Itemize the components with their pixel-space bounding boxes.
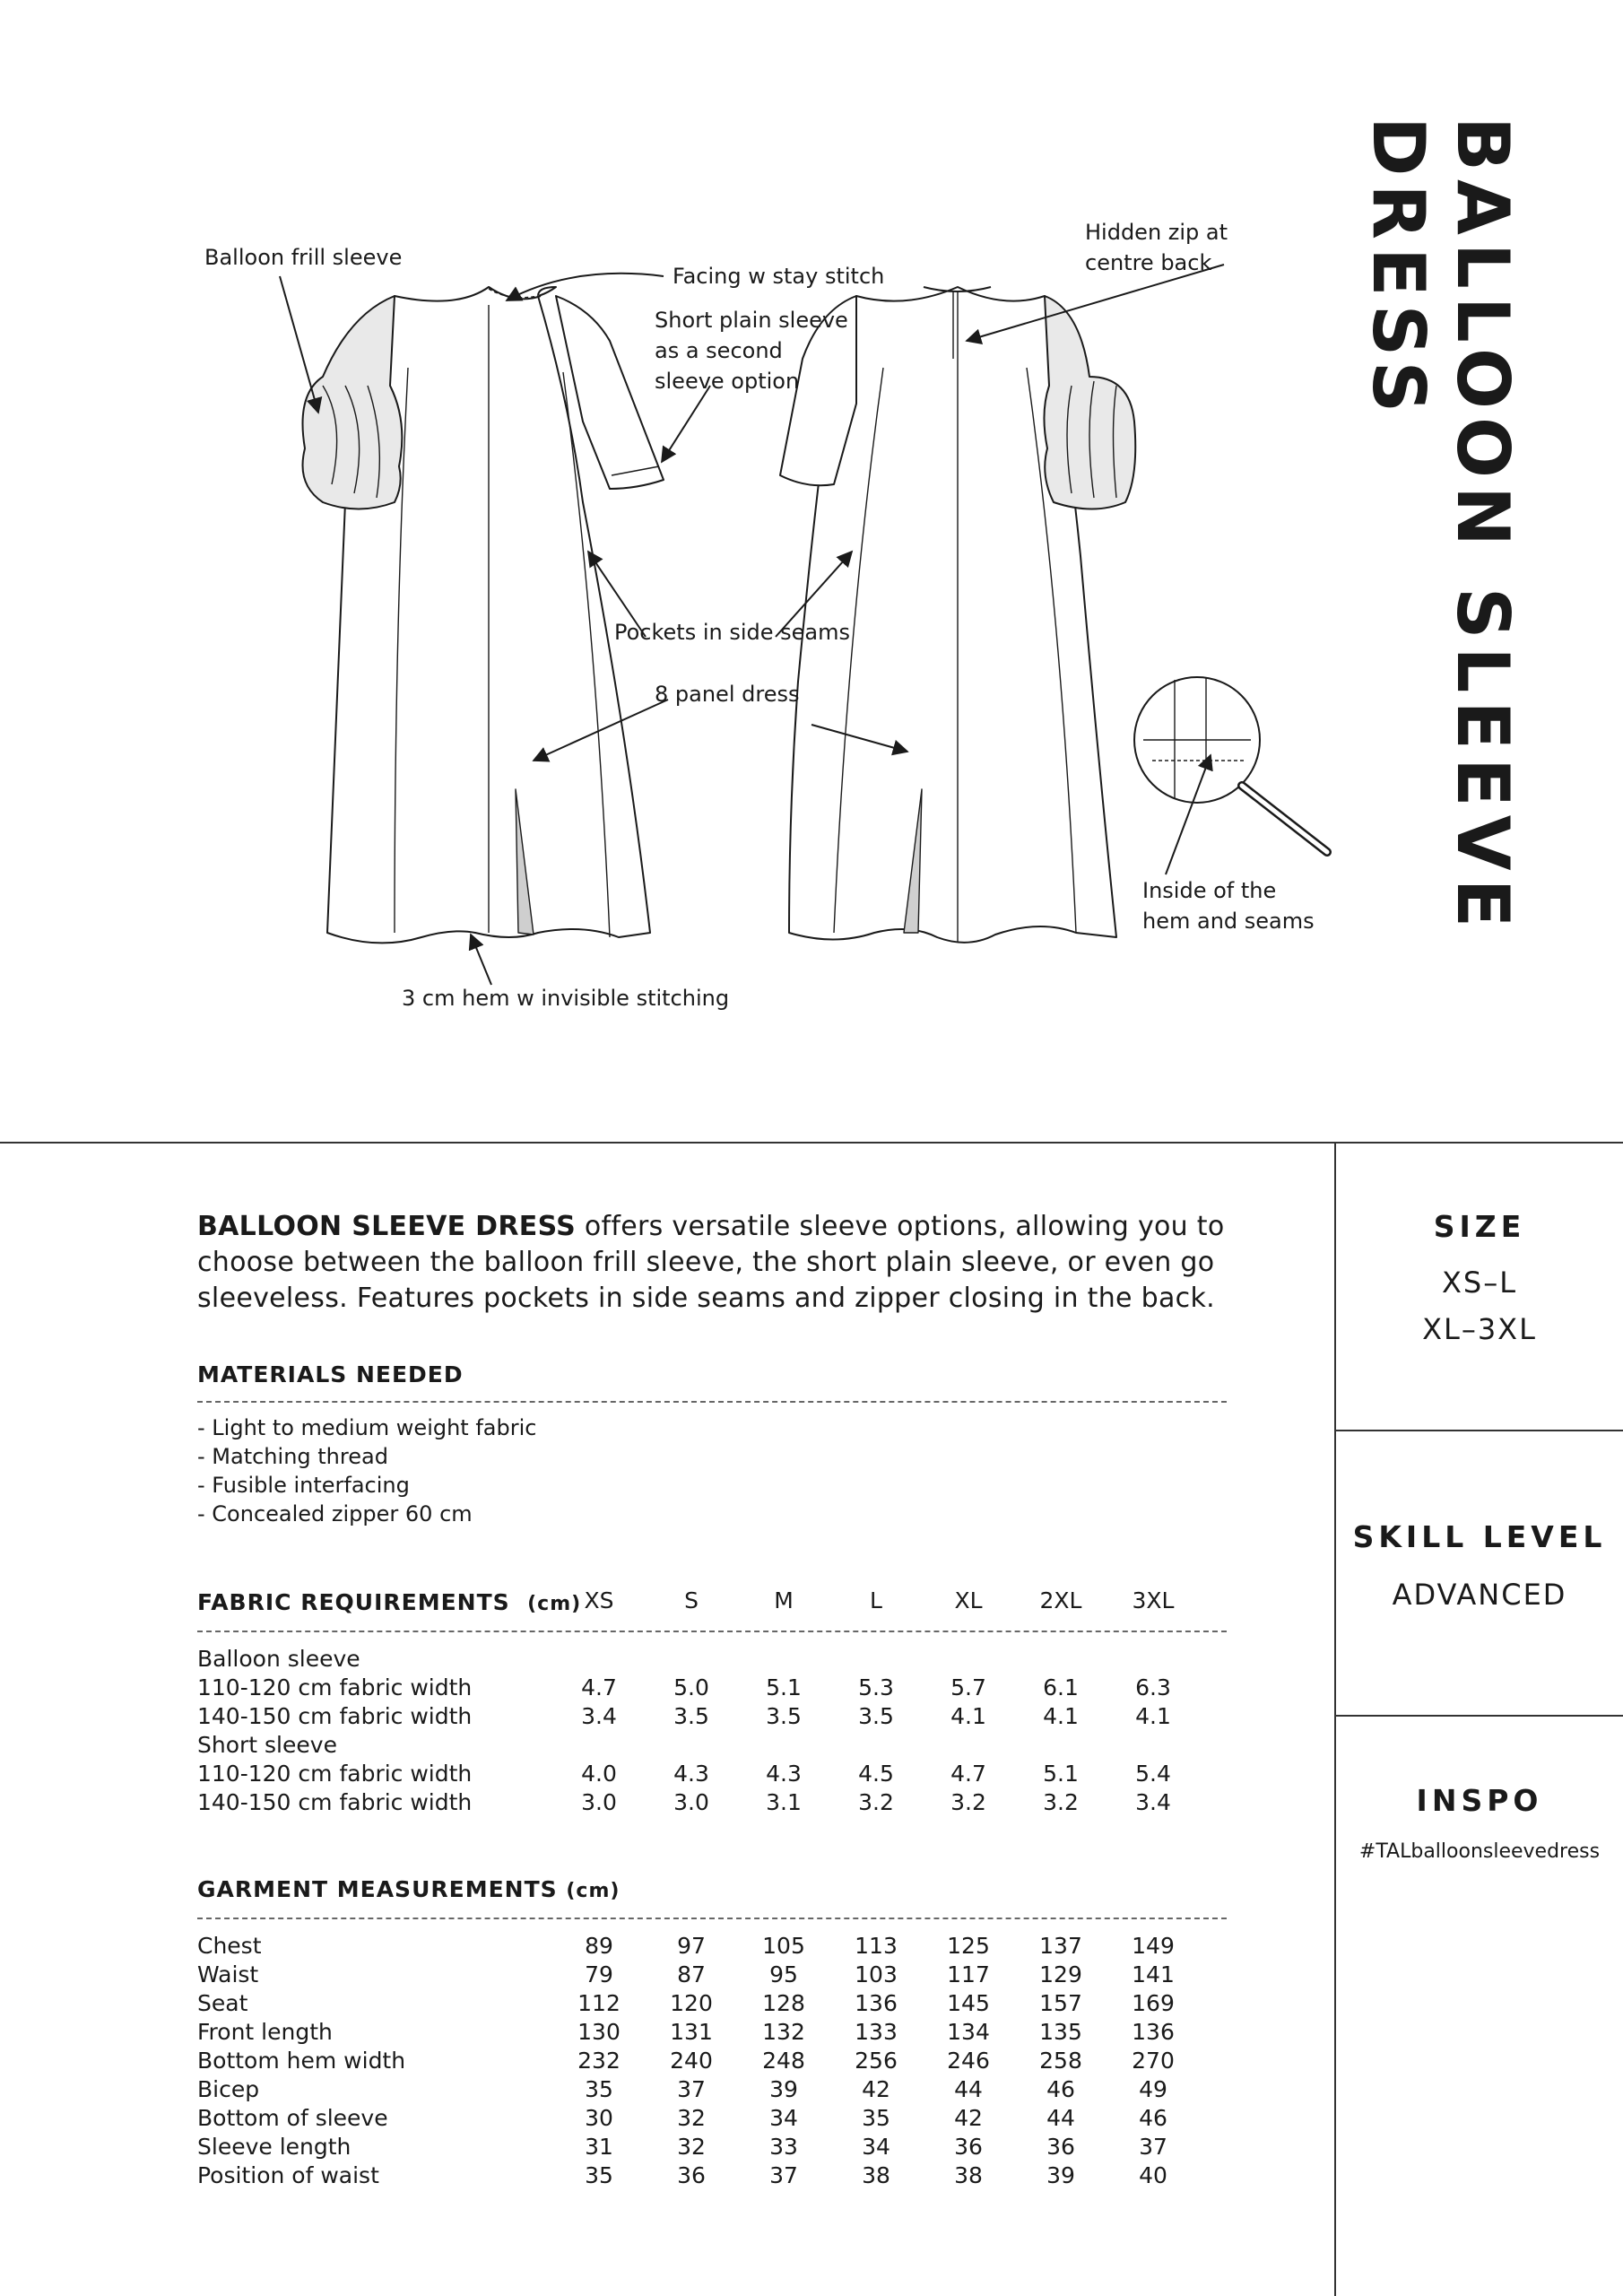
- table-cell: 3.2: [1043, 1789, 1079, 1815]
- size-col-header: 2XL: [1039, 1587, 1082, 1613]
- table-cell: 125: [947, 1933, 990, 1959]
- table-cell: 145: [947, 1990, 990, 2016]
- table-cell: 30: [585, 2105, 613, 2131]
- row-label: Front length: [197, 2019, 333, 2045]
- table-cell: 97: [677, 1933, 706, 1959]
- table-cell: 113: [855, 1933, 898, 1959]
- callout-short-sleeve-line: as a second: [655, 338, 783, 363]
- row-label: Balloon sleeve: [197, 1646, 360, 1672]
- table-cell: 36: [677, 2162, 706, 2188]
- materials-divider: [197, 1401, 1227, 1403]
- garment-unit: (cm): [566, 1880, 621, 1902]
- list-item: - Concealed zipper 60 cm: [197, 1501, 473, 1526]
- table-cell: 5.4: [1135, 1761, 1171, 1787]
- list-item: - Matching thread: [197, 1444, 388, 1469]
- list-item: - Light to medium weight fabric: [197, 1415, 537, 1440]
- row-label: Waist: [197, 1961, 259, 1987]
- table-cell: 3.1: [766, 1789, 802, 1815]
- table-cell: 79: [585, 1961, 613, 1987]
- row-label: 140-150 cm fabric width: [197, 1703, 473, 1729]
- table-cell: 258: [1039, 2048, 1082, 2074]
- table-cell: 37: [1139, 2134, 1167, 2160]
- inspo-hashtag: #TALballoonsleevedress: [1358, 1840, 1601, 1863]
- table-cell: 35: [862, 2105, 890, 2131]
- table-cell: 39: [769, 2076, 798, 2102]
- intro-text: offers versatile sleeve options, allowing you to choose between the balloon frill sleeve, the short plain sleeve, or even go sleeveless. Features pockets in side seams and zipper closing in the back.: [197, 1211, 1225, 1314]
- callout-pockets: Pockets in side seams: [614, 620, 851, 645]
- table-cell: 4.1: [1135, 1703, 1171, 1729]
- row-label: Sleeve length: [197, 2134, 352, 2160]
- magnifier-icon: [1134, 677, 1327, 852]
- size-col-header: S: [684, 1587, 699, 1613]
- size-range-2: XL–3XL: [1422, 1312, 1537, 1346]
- size-col-header: L: [870, 1587, 882, 1613]
- list-item: - Fusible interfacing: [197, 1473, 410, 1498]
- garment-heading-text: GARMENT MEASUREMENTS: [197, 1876, 558, 1902]
- front-dress: [303, 287, 664, 943]
- table-cell: 132: [762, 2019, 805, 2045]
- table-cell: 95: [769, 1961, 798, 1987]
- table-cell: 38: [954, 2162, 983, 2188]
- materials-list: [197, 1413, 536, 1528]
- table-cell: 3.2: [858, 1789, 894, 1815]
- skill-heading: SKILL LEVEL: [1352, 1519, 1607, 1554]
- fabric-unit: (cm): [527, 1593, 582, 1615]
- callout-short-sleeve-line: sleeve option: [655, 369, 800, 394]
- callout-balloon-frill: Balloon frill sleeve: [204, 245, 403, 270]
- fabric-heading: [197, 1589, 581, 1615]
- size-range-1: XS–L: [1441, 1265, 1518, 1300]
- table-cell: 31: [585, 2134, 613, 2160]
- table-cell: 44: [954, 2076, 983, 2102]
- table-cell: 256: [855, 2048, 898, 2074]
- table-cell: 4.7: [581, 1674, 617, 1700]
- table-cell: 36: [954, 2134, 983, 2160]
- table-cell: 141: [1132, 1961, 1175, 1987]
- row-label: Bottom hem width: [197, 2048, 406, 2074]
- table-cell: 3.5: [673, 1703, 709, 1729]
- sidebar-rule: [1335, 1430, 1623, 1431]
- row-label: 110-120 cm fabric width: [197, 1761, 473, 1787]
- callout-hem: 3 cm hem w invisible stitching: [402, 986, 730, 1011]
- inspo-heading: INSPO: [1416, 1783, 1543, 1818]
- table-cell: 38: [862, 2162, 890, 2188]
- table-cell: 35: [585, 2162, 613, 2188]
- table-cell: 46: [1046, 2076, 1075, 2102]
- row-label: Short sleeve: [197, 1732, 337, 1758]
- table-cell: 248: [762, 2048, 805, 2074]
- table-cell: 128: [762, 1990, 805, 2016]
- table-cell: 157: [1039, 1990, 1082, 2016]
- table-cell: 42: [862, 2076, 890, 2102]
- table-cell: 135: [1039, 2019, 1082, 2045]
- table-cell: 5.1: [766, 1674, 802, 1700]
- table-cell: 3.0: [581, 1789, 617, 1815]
- callout-panel: 8 panel dress: [655, 682, 800, 707]
- table-cell: 4.0: [581, 1761, 617, 1787]
- size-col-header: 3XL: [1132, 1587, 1175, 1613]
- intro-paragraph: [197, 1209, 1291, 1317]
- table-cell: 5.7: [950, 1674, 986, 1700]
- row-label: Bicep: [197, 2076, 260, 2102]
- table-cell: 87: [677, 1961, 706, 1987]
- row-label: Chest: [197, 1933, 262, 1959]
- table-cell: 3.2: [950, 1789, 986, 1815]
- table-cell: 105: [762, 1933, 805, 1959]
- table-cell: 6.3: [1135, 1674, 1171, 1700]
- table-cell: 4.3: [673, 1761, 709, 1787]
- table-cell: 32: [677, 2134, 706, 2160]
- table-cell: 246: [947, 2048, 990, 2074]
- garment-heading: [197, 1876, 620, 1902]
- table-cell: 36: [1046, 2134, 1075, 2160]
- dress-technical-drawing: [0, 0, 1623, 1076]
- table-cell: 240: [670, 2048, 713, 2074]
- fabric-divider: [197, 1631, 1227, 1632]
- table-cell: 232: [577, 2048, 621, 2074]
- table-cell: 37: [677, 2076, 706, 2102]
- table-cell: 35: [585, 2076, 613, 2102]
- table-cell: 3.0: [673, 1789, 709, 1815]
- table-cell: 131: [670, 2019, 713, 2045]
- table-cell: 5.3: [858, 1674, 894, 1700]
- table-cell: 134: [947, 2019, 990, 2045]
- callout-hidden-zip-line: Hidden zip at: [1085, 220, 1228, 245]
- table-cell: 44: [1046, 2105, 1075, 2131]
- table-cell: 34: [862, 2134, 890, 2160]
- callout-inside-line: hem and seams: [1142, 909, 1315, 934]
- table-cell: 3.5: [858, 1703, 894, 1729]
- row-label: 140-150 cm fabric width: [197, 1789, 473, 1815]
- table-cell: 136: [1132, 2019, 1175, 2045]
- table-cell: 37: [769, 2162, 798, 2188]
- callout-short-sleeve-line: Short plain sleeve: [655, 308, 848, 333]
- table-cell: 4.1: [1043, 1703, 1079, 1729]
- table-cell: 40: [1139, 2162, 1167, 2188]
- intro-bold: BALLOON SLEEVE DRESS: [197, 1211, 577, 1242]
- materials-heading: MATERIALS NEEDED: [197, 1361, 464, 1387]
- table-cell: 46: [1139, 2105, 1167, 2131]
- table-cell: 137: [1039, 1933, 1082, 1959]
- table-cell: 49: [1139, 2076, 1167, 2102]
- table-cell: 270: [1132, 2048, 1175, 2074]
- table-cell: 112: [577, 1990, 621, 2016]
- row-label: Seat: [197, 1990, 248, 2016]
- table-cell: 169: [1132, 1990, 1175, 2016]
- section-divider: [0, 1142, 1623, 1144]
- table-cell: 133: [855, 2019, 898, 2045]
- table-cell: 34: [769, 2105, 798, 2131]
- table-cell: 130: [577, 2019, 621, 2045]
- size-col-header: XS: [584, 1587, 614, 1613]
- table-cell: 3.4: [581, 1703, 617, 1729]
- table-cell: 149: [1132, 1933, 1175, 1959]
- table-cell: 136: [855, 1990, 898, 2016]
- table-cell: 39: [1046, 2162, 1075, 2188]
- table-cell: 3.4: [1135, 1789, 1171, 1815]
- row-label: Bottom of sleeve: [197, 2105, 388, 2131]
- fabric-heading-text: FABRIC REQUIREMENTS: [197, 1589, 510, 1615]
- table-cell: 129: [1039, 1961, 1082, 1987]
- callout-facing: Facing w stay stitch: [673, 264, 885, 289]
- table-cell: 32: [677, 2105, 706, 2131]
- title-line-1: BALLOON SLEEVE: [1441, 117, 1524, 936]
- row-label: 110-120 cm fabric width: [197, 1674, 473, 1700]
- callout-hidden-zip: [1085, 217, 1228, 278]
- garment-divider: [197, 1918, 1227, 1919]
- size-col-header: M: [774, 1587, 794, 1613]
- table-cell: 5.1: [1043, 1761, 1079, 1787]
- table-cell: 4.5: [858, 1761, 894, 1787]
- callout-short-sleeve: [655, 305, 848, 396]
- table-cell: 117: [947, 1961, 990, 1987]
- callout-hidden-zip-line: centre back: [1085, 250, 1212, 275]
- table-cell: 120: [670, 1990, 713, 2016]
- table-cell: 89: [585, 1933, 613, 1959]
- row-label: Position of waist: [197, 2162, 379, 2188]
- size-col-header: XL: [954, 1587, 983, 1613]
- size-heading: SIZE: [1433, 1209, 1526, 1244]
- table-cell: 33: [769, 2134, 798, 2160]
- table-cell: 42: [954, 2105, 983, 2131]
- title-line-2: DRESS: [1357, 117, 1440, 422]
- sidebar-rule: [1335, 1715, 1623, 1717]
- table-cell: 3.5: [766, 1703, 802, 1729]
- table-cell: 4.7: [950, 1761, 986, 1787]
- table-cell: 4.3: [766, 1761, 802, 1787]
- callout-inside: [1142, 875, 1315, 936]
- callout-inside-line: Inside of the: [1142, 878, 1277, 903]
- table-cell: 5.0: [673, 1674, 709, 1700]
- table-cell: 6.1: [1043, 1674, 1079, 1700]
- skill-value: ADVANCED: [1392, 1578, 1567, 1612]
- table-cell: 103: [855, 1961, 898, 1987]
- table-cell: 4.1: [950, 1703, 986, 1729]
